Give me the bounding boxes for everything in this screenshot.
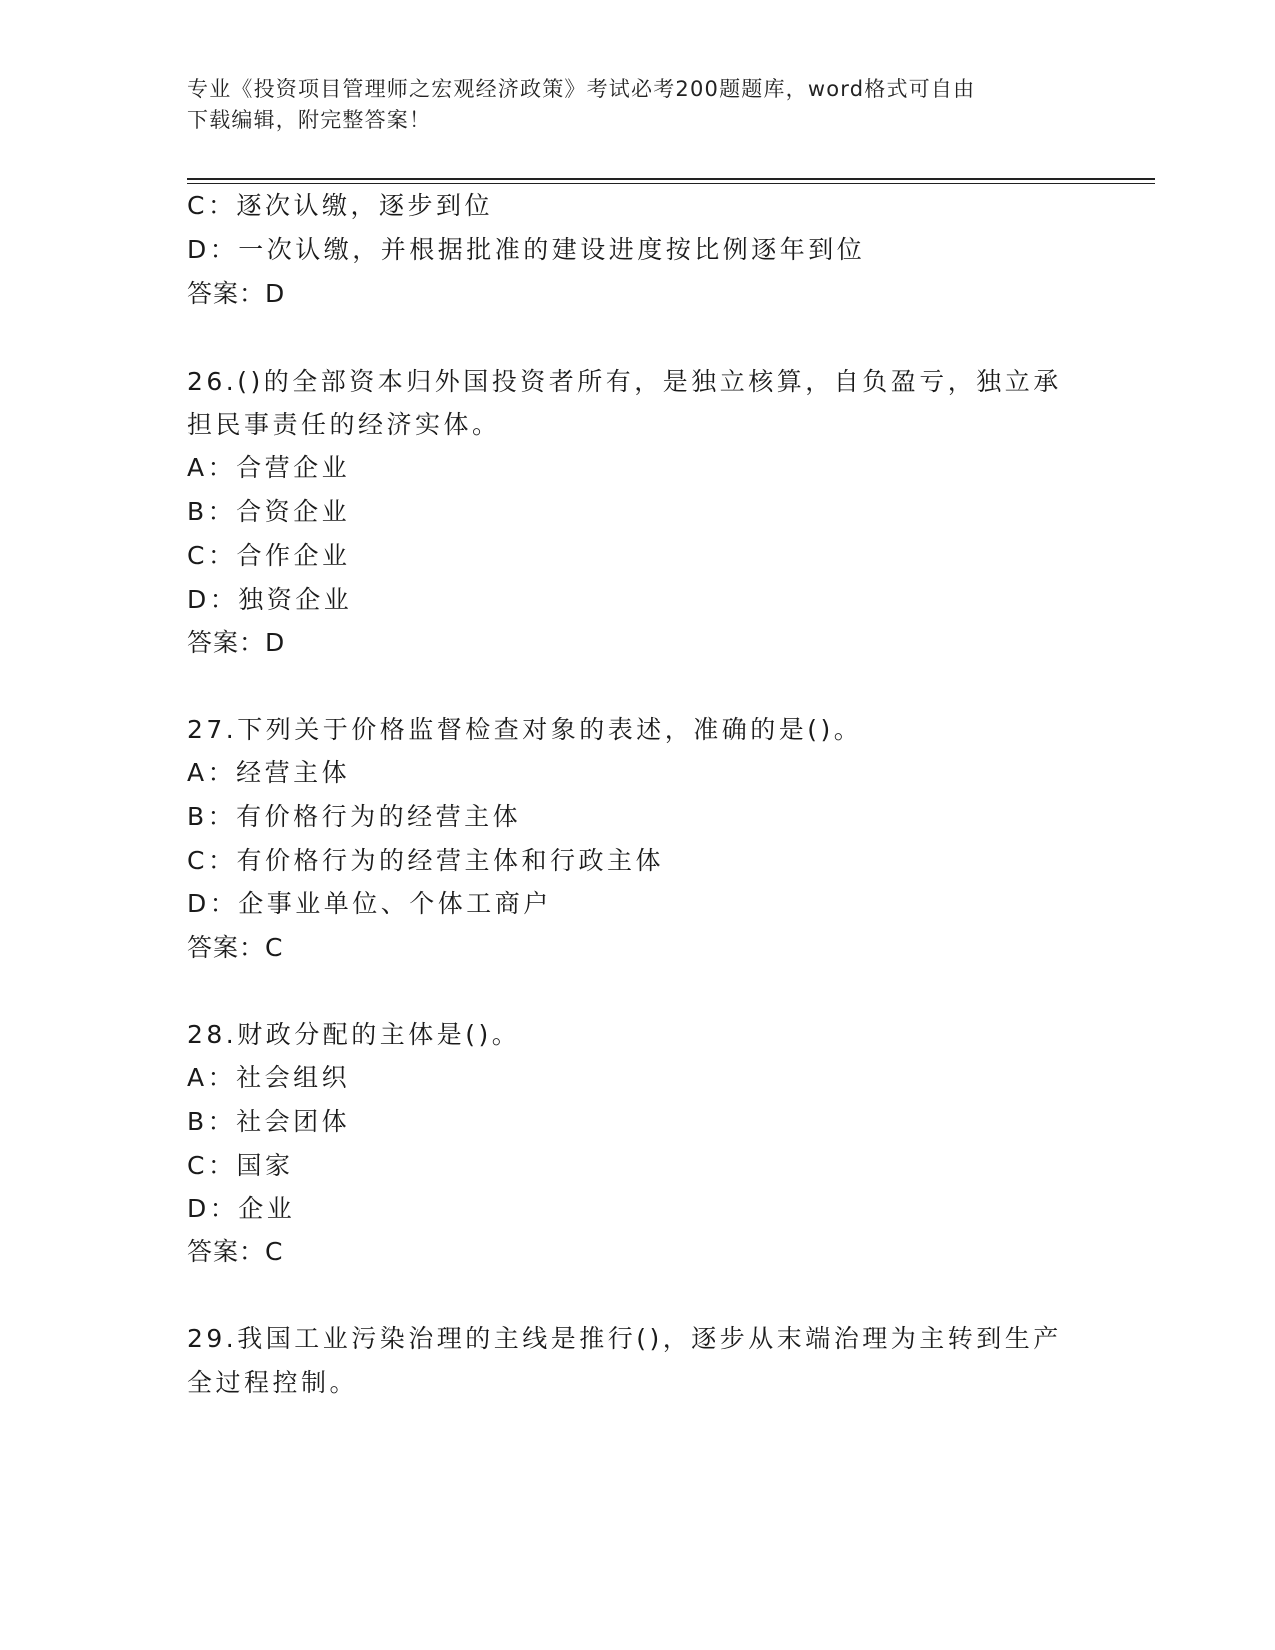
option-b: B：合资企业 xyxy=(187,497,351,526)
option-d: D：企业 xyxy=(187,1194,296,1223)
answer: 答案：C xyxy=(187,1237,284,1266)
option-d: D：一次认缴，并根据批准的建设进度按比例逐年到位 xyxy=(187,235,866,264)
question-stem-continued: 担民事责任的经济实体。 xyxy=(187,410,501,439)
answer: 答案：D xyxy=(187,628,286,657)
question-stem: 29.我国工业污染治理的主线是推行()，逐步从末端治理为主转到生产 xyxy=(187,1324,1062,1353)
header-divider-thick xyxy=(187,178,1155,180)
option-c: C：有价格行为的经营主体和行政主体 xyxy=(187,846,664,875)
option-c: C：逐次认缴，逐步到位 xyxy=(187,191,493,220)
question-stem-continued: 全过程控制。 xyxy=(187,1368,359,1397)
header-line-1: 专业《投资项目管理师之宏观经济政策》考试必考200题题库，word格式可自由 xyxy=(187,77,976,101)
document-header xyxy=(187,74,1087,136)
header-divider-thin xyxy=(187,183,1155,184)
answer: 答案：D xyxy=(187,279,286,308)
option-a: A：合营企业 xyxy=(187,453,351,482)
option-d: D：企事业单位、个体工商户 xyxy=(187,889,552,918)
question-stem: 27.下列关于价格监督检查对象的表述，准确的是()。 xyxy=(187,715,863,744)
option-c: C：合作企业 xyxy=(187,541,351,570)
question-stem: 28.财政分配的主体是()。 xyxy=(187,1020,521,1049)
option-a: A：经营主体 xyxy=(187,758,351,787)
option-b: B：社会团体 xyxy=(187,1107,351,1136)
option-b: B：有价格行为的经营主体 xyxy=(187,802,522,831)
answer: 答案：C xyxy=(187,933,284,962)
option-d: D：独资企业 xyxy=(187,585,353,614)
header-line-2: 下载编辑，附完整答案！ xyxy=(187,108,432,132)
option-a: A：社会组织 xyxy=(187,1063,351,1092)
question-stem: 26.()的全部资本归外国投资者所有，是独立核算，自负盈亏，独立承 xyxy=(187,367,1062,396)
option-c: C：国家 xyxy=(187,1151,294,1180)
